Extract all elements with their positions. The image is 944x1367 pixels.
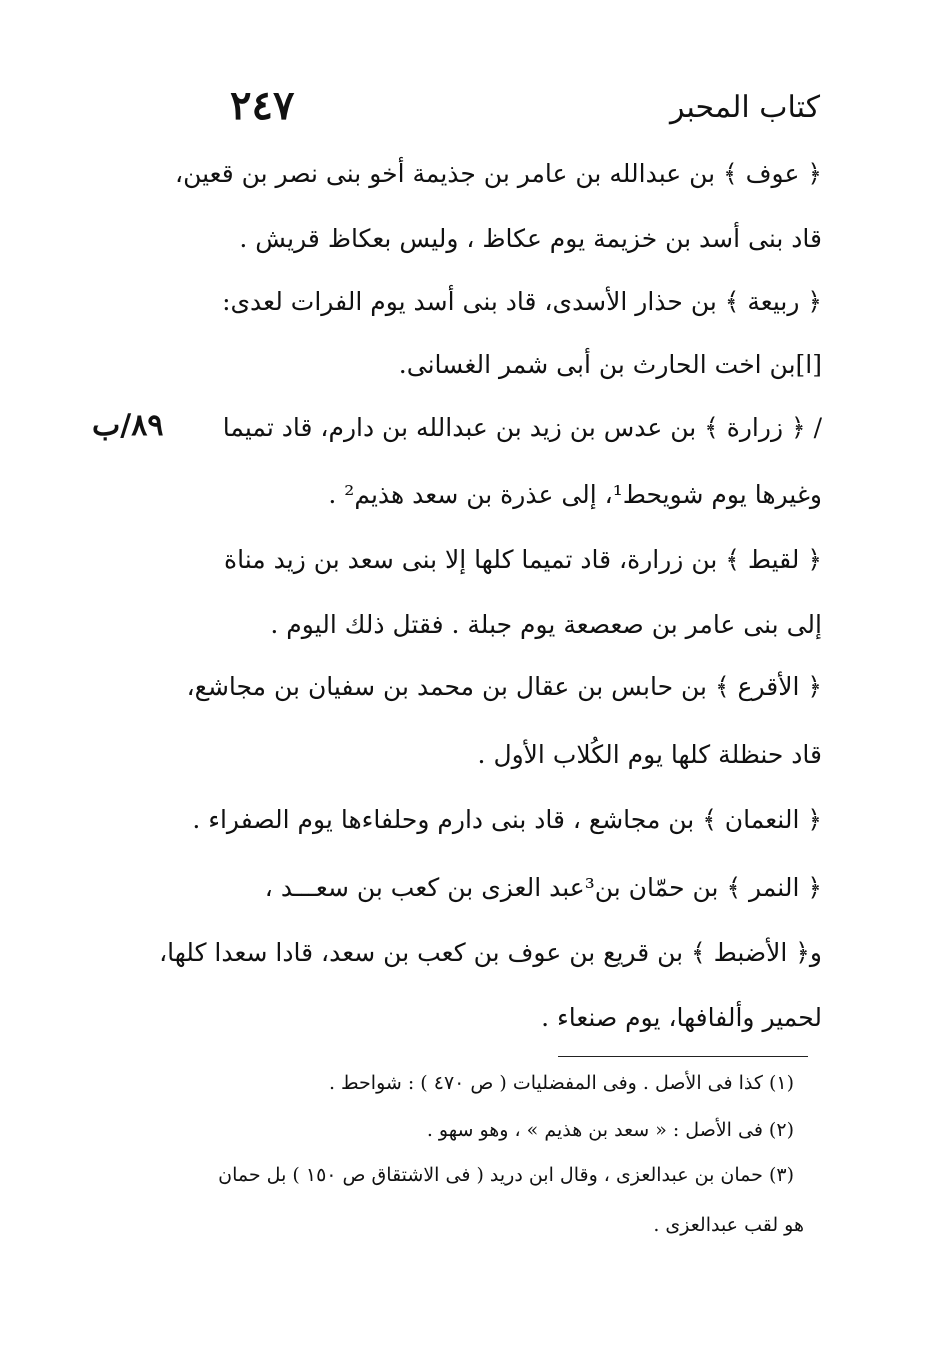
text-line: و﴿ الأضبط ﴾ بن قريع بن عوف بن كعب بن سعد، قادا سعدا كلها، [159, 938, 822, 967]
footnote-2: (٢) فى الأصل : « سعد بن هذيم » ، وهو سهو . [426, 1119, 794, 1141]
text-line: ﴿ ربيعة ﴾ بن حذار الأسدى، قاد بنى أسد يوم الفرات لعدى: [222, 287, 822, 316]
text-line: [ا]بن اخت الحارث بن أبى شمر الغسانى. [398, 350, 822, 379]
footnote-3-continued: هو لقب عبدالعزى . [653, 1214, 804, 1236]
page-header [150, 82, 820, 132]
text-line: ﴿ لقيط ﴾ بن زرارة، قاد تميما كلها إلا بنى سعد بن زيد مناة [224, 545, 822, 574]
text-line: وغيرها يوم شويحط¹، إلى عذرة بن سعد هذيم² . [328, 480, 822, 509]
text-line: إلى بنى عامر بن صعصعة يوم جبلة . فقتل ذلك اليوم . [270, 610, 822, 639]
margin-folio-note: ٨٩/ب [92, 408, 164, 443]
text-line: ﴿ النمر ﴾ بن حمّان بن³عبد العزى بن كعب بن سعـــد ، [264, 873, 822, 902]
text-line: قاد بنى أسد بن خزيمة يوم عكاظ ، وليس بعكاظ قريش . [239, 224, 822, 253]
text-line: ﴿ عوف ﴾ بن عبدالله بن عامر بن جذيمة أخو بنى نصر بن قعين، [175, 159, 822, 188]
footnote-3: (٣) حمان بن عبدالعزى ، وقال ابن دريد ( فى الاشتقاق ص ١٥٠ ) بل حمان [218, 1164, 794, 1186]
page-number: ٢٤٧ [230, 82, 295, 129]
footnote-1: (١) كذا فى الأصل . وفى المفضليات ( ص ٤٧٠ ) : شواحط . [328, 1072, 794, 1094]
text-line: / ﴿ زرارة ﴾ بن عدس بن زيد بن عبدالله بن دارم، قاد تميما [222, 413, 822, 442]
text-line: لحمير وألفافها، يوم صنعاء . [541, 1003, 822, 1032]
footnote-divider [558, 1056, 808, 1057]
text-line: ﴿ النعمان ﴾ بن مجاشع ، قاد بنى دارم وحلفاءها يوم الصفراء . [192, 805, 822, 834]
text-line: قاد حنظلة كلها يوم الكُلاب الأول . [477, 740, 822, 769]
text-line: ﴿ الأقرع ﴾ بن حابس بن عقال بن محمد بن سفيان بن مجاشع، [186, 672, 822, 701]
book-title: كتاب المحبر [669, 90, 820, 125]
